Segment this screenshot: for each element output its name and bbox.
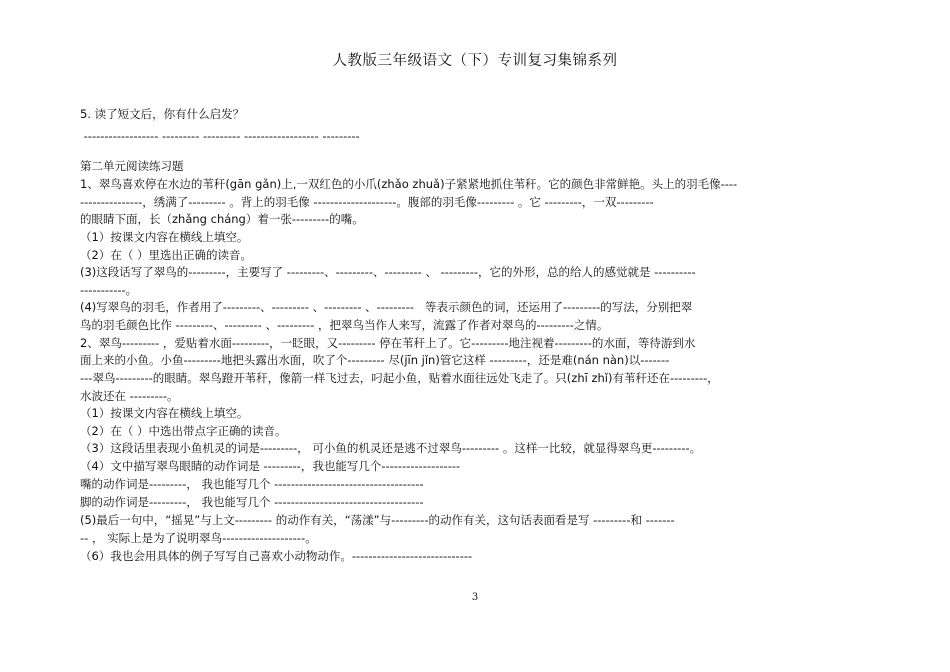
text-line: ---翠鸟---------的眼睛。翠鸟蹬开苇秆，像箭一样飞过去，叼起小鱼，贴着水面往远处飞走了。只(zhī zhǐ)有苇秆还在---------，: [80, 371, 719, 385]
text-line: 脚的动作词是---------， 我也能写几个 ------------------------------------: [80, 495, 424, 509]
text-line: 水波还在 ---------。: [80, 389, 179, 403]
text-line: 5. 读了短文后，你有什么启发？: [80, 107, 245, 121]
text-line: ------------------ --------- --------- ------------------ ---------: [80, 129, 360, 143]
text-line: (4)写翠鸟的羽毛，作者用了---------、--------- 、--------- 、--------- 等表示颜色的词，还运用了---------的写法，分别把翠: [80, 300, 693, 314]
text-line: （2）在（ ）里选出正确的读音。: [80, 248, 252, 262]
text-line: （1）按课文内容在横线上填空。: [80, 230, 249, 244]
text-line: 的眼睛下面，长（zhǎng cháng）着一张---------的嘴。: [80, 212, 364, 226]
text-line: -- ， 实际上是为了说明翠鸟--------------------。: [80, 531, 317, 545]
text-line: （6）我也会用具体的例子写写自己喜欢小动物动作。-----------------------------: [80, 549, 473, 563]
page-title: 人教版三年级语文（下）专训复习集锦系列: [332, 53, 618, 69]
text-line: 1、翠鸟喜欢停在水边的苇秆(gān gǎn)上,一双红色的小爪(zhǎo zhuǎ)子紧紧地抓住苇秆。它的颜色非常鲜艳。头上的羽毛像----: [80, 177, 738, 191]
text-line: 面上来的小鱼。小鱼---------地把头露出水面，吹了个--------- 尽(jīn jǐn)管它这样 ---------，还是难(nán nàn)以-------: [80, 353, 670, 367]
text-line: （1）按课文内容在横线上填空。: [80, 406, 249, 420]
page-number: 3: [471, 592, 479, 603]
text-line: （2）在（ ）中选出带点字正确的读音。: [80, 424, 287, 438]
text-line: （3）这段话里表现小鱼机灵的词是---------， 可小鱼的机灵还是逃不过翠鸟--------- 。这样一比较，就显得翠鸟更---------。: [80, 441, 702, 455]
text-line: 鸟的羽毛颜色比作 ---------、--------- 、--------- ，把翠鸟当作人来写，流露了作者对翠鸟的---------之情。: [80, 318, 609, 332]
text-line: 第二单元阅读练习题: [80, 159, 184, 173]
text-line: 嘴的动作词是---------， 我也能写几个 ------------------------------------: [80, 477, 424, 491]
text-line: -----------。: [80, 283, 138, 297]
text-line: 2、翠鸟--------- ，爱贴着水面---------，一眨眼，又--------- 停在苇秆上了。它---------地注视着---------的水面，等待游到水: [80, 336, 696, 350]
text-line: (5)最后一句中，“摇晃”与上文--------- 的动作有关，“荡漾”与---------的动作有关，这句话表面看是写 ---------和 -------: [80, 513, 675, 527]
text-line: (3)这段话写了翠鸟的---------，主要写了 ---------、---------、--------- 、 ---------，它的外形，总的给人的感觉就是 ----------: [80, 265, 696, 279]
text-line: （4）文中描写翠鸟眼睛的动作词是 ---------，我也能写几个-------------------: [80, 459, 461, 473]
text-line: ---------------，绣满了--------- 。背上的羽毛像 --------------------。腹部的羽毛像--------- 。它 ---------，一双---------: [80, 195, 654, 209]
